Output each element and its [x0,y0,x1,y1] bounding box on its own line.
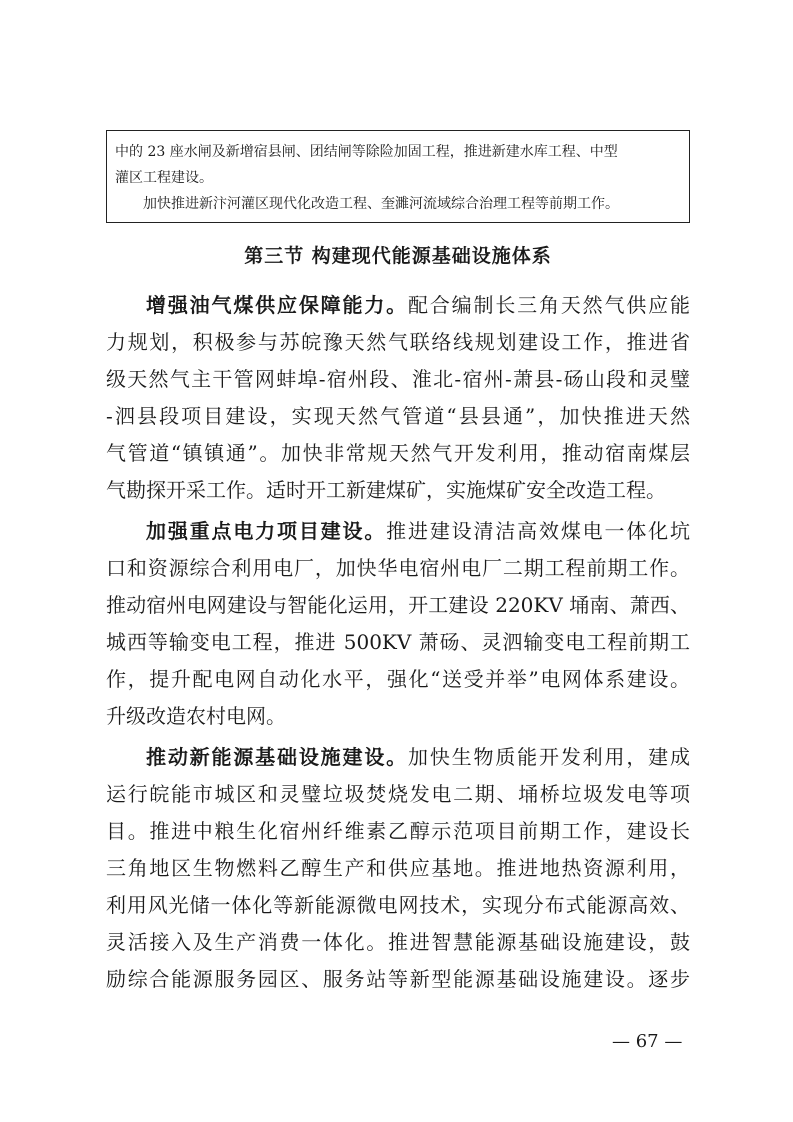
paragraph-line: 目。推进中粮生化宿州纤维素乙醇示范项目前期工作，建设长 [106,819,690,843]
paragraph-line: 加强重点电力项目建设。推进建设清洁高效煤电一体化坑 [146,519,691,543]
paragraph-line: 作，提升配电网自动化水平，强化“送受并举”电网体系建设。 [106,667,690,691]
paragraph-line: 升级改造农村电网。 [106,704,286,728]
paragraph-power-projects [106,513,690,735]
paragraph-line: 气勘探开采工作。适时开工新建煤矿，实施煤矿安全改造工程。 [106,478,666,502]
paragraph-new-energy [106,739,690,998]
paragraph-line: 力规划，积极参与苏皖豫天然气联络线规划建设工作，推进省 [106,330,690,354]
paragraph-line: 运行皖能市城区和灵璧垃圾焚烧发电二期、埇桥垃圾发电等项 [106,782,690,806]
paragraph-lead: 推动新能源基础设施建设。 [146,745,408,769]
paragraph-line: 城西等输变电工程，推进 500KV 萧砀、灵泗输变电工程前期工 [106,630,690,654]
paragraph-lead: 增强油气煤供应保障能力。 [146,293,408,317]
paragraph-line: 灵活接入及生产消费一体化。推进智慧能源基础设施建设，鼓 [106,930,690,954]
paragraph-line: 气管道“镇镇通”。加快非常规天然气开发利用，推动宿南煤层 [106,441,690,465]
box-line: 中的 23 座水闸及新增宿县闸、团结闸等除险加固工程，推进新建水库工程、中型 [115,144,618,160]
paragraph-line: 推动新能源基础设施建设。加快生物质能开发利用，建成 [146,745,690,769]
paragraph-line: 级天然气主干管网蚌埠-宿州段、淮北-宿州-萧县-砀山段和灵璧 [106,367,690,391]
box-line: 灌区工程建设。 [115,170,213,186]
paragraph-line: 口和资源综合利用电厂，加快华电宿州电厂二期工程前期工作。 [106,556,690,580]
paragraph-oil-gas-coal [106,287,690,509]
paragraph-line: 励综合能源服务园区、服务站等新型能源基础设施建设。逐步 [106,967,690,991]
paragraph-line: 推动宿州电网建设与智能化运用，开工建设 220KV 埇南、萧西、 [106,593,690,617]
paragraph-lead: 加强重点电力项目建设。 [146,519,387,543]
box-line: 加快推进新汴河灌区现代化改造工程、奎濉河流域综合治理工程等前期工作。 [143,196,619,212]
paragraph-line: 三角地区生物燃料乙醇生产和供应基地。推进地热资源利用， [106,856,690,880]
continued-text-box [106,130,690,223]
section-title: 第三节 构建现代能源基础设施体系 [244,245,552,267]
body-text [106,287,690,1002]
paragraph-line: -泗县段项目建设，实现天然气管道“县县通”，加快推进天然 [106,404,690,428]
paragraph-line: 利用风光储一体化等新能源微电网技术，实现分布式能源高效、 [106,893,690,917]
paragraph-line: 增强油气煤供应保障能力。配合编制长三角天然气供应能 [146,293,690,317]
page-number: — 67 — [612,1031,683,1052]
